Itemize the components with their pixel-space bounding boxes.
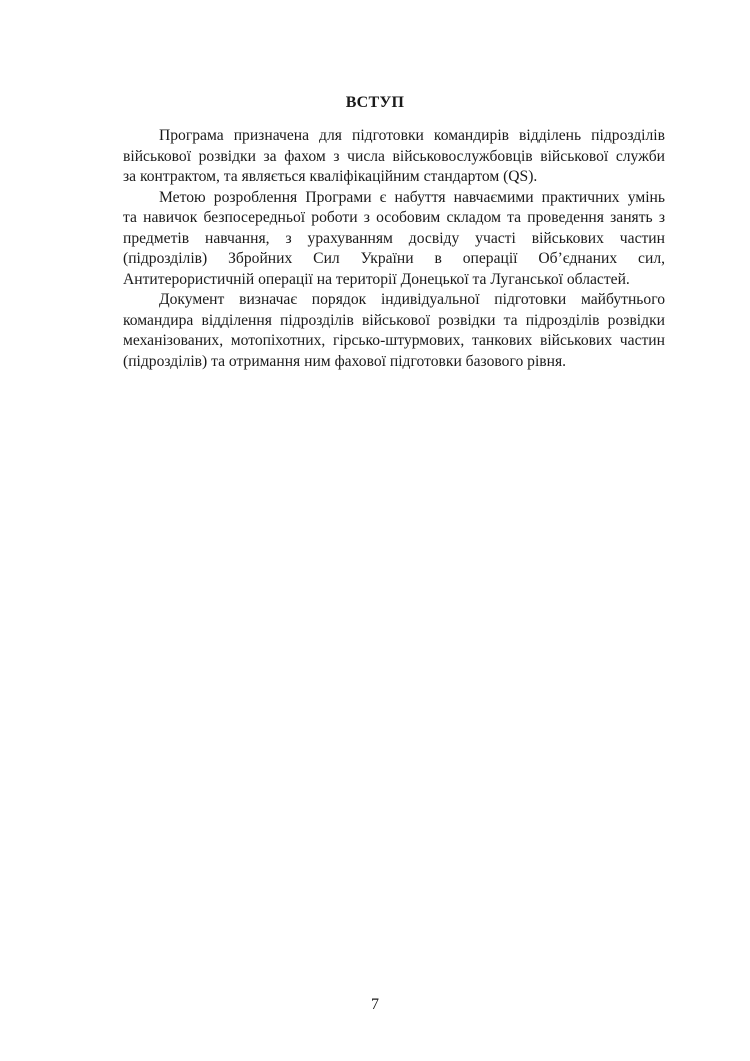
text-line: Документ визначає порядок індивідуальної підготовки майбутнього <box>159 291 665 308</box>
text-line: Антитерористичній операції на території Донецької та Луганської областей. <box>123 270 630 288</box>
paragraph-1 <box>87 126 665 188</box>
page-number: 7 <box>371 996 379 1013</box>
text-line: предметів навчання, з урахуванням досвіду участі військових частин <box>123 229 665 247</box>
text-line: за контрактом, та являється кваліфікаційним стандартом (QS). <box>123 168 538 185</box>
paragraph-3 <box>87 290 665 372</box>
text-line: військової розвідки за фахом з числа військовослужбовців військової служби <box>123 147 665 165</box>
body-text <box>87 126 665 372</box>
text-line: командира відділення підрозділів військової розвідки та підрозділів розвідки <box>123 311 665 329</box>
text-line: Програма призначена для підготовки командирів відділень підрозділів <box>159 127 665 144</box>
text-line: механізованих, мотопіхотних, гірсько-штурмових, танкових військових частин <box>123 332 665 349</box>
text-line: (підрозділів) та отримання ним фахової підготовки базового рівня. <box>123 352 567 370</box>
text-line: Метою розроблення Програми є набуття навчаємими практичних умінь <box>159 188 665 206</box>
section-heading: ВСТУП <box>345 94 405 111</box>
text-line: (підрозділів) Збройних Сил України в операції Об’єднаних сил, <box>123 250 665 267</box>
paragraph-2 <box>87 188 665 291</box>
text-line: та навичок безпосередньої роботи з особовим складом та проведення занять з <box>123 209 665 226</box>
